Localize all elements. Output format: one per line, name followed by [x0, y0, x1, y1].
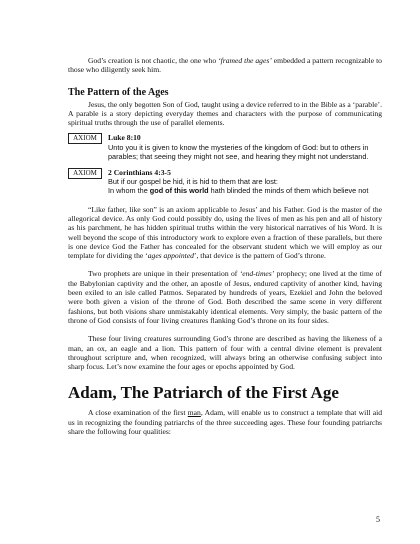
- paragraph-text-end: , Adam, will enable us to construct a template that will aid us in recognizing the founding patriarchs of the three succeeding ages. These four founding patriarchs share the following four qualities:: [68, 408, 382, 437]
- intro-emphasis: ‘framed the ages’: [218, 56, 272, 65]
- section-heading-adam: Adam, The Patriarch of the First Age: [68, 383, 339, 403]
- prophets-paragraph: [68, 269, 382, 325]
- intro-text-end: embedded a pattern recognizable to those who diligently seek him.: [68, 56, 382, 75]
- scripture-reference: 2 Corinthians 4:3-5: [108, 167, 171, 177]
- scripture-quote-line2: [108, 186, 382, 195]
- parable-paragraph: Jesus, the only begotten Son of God, taught using a device referred to in the Bible as a ‘parable’. A parable is a story depicting everyday themes and characters with the purpose of communicating spiritual truths through the use of parallel elements.: [68, 99, 382, 128]
- intro-paragraph: [68, 56, 382, 75]
- scripture-quote: Unto you it is given to know the mysteries of the kingdom of God: but to others in parables; that seeing they might not see, and hearing they might not understand.: [108, 142, 369, 162]
- quote-text: In whom the: [108, 186, 150, 196]
- paragraph-emphasis: ‘end-times’: [239, 269, 275, 279]
- paragraph-text-end: ’, that device is the pattern of God’s throne.: [193, 251, 326, 261]
- paragraph-text-end: prophecy; one lived at the time of the Babylonian captivity and the other, an apostle of Jesus, endured captivity of another kind, having been exiled to an isle called Patmos. Separated by hundreds of years, Ezekiel and John the beloved were both given a vision of the throne of God. Both described the same scene in very different fashions, but both visions share unmistakably identical elements. Very simply, the basic pattern of the throne of God consists of four living creatures flanking God’s throne on its four sides.: [68, 269, 382, 325]
- adam-paragraph: [68, 408, 382, 436]
- axiom-block-luke: [68, 133, 382, 161]
- axiom-block-corinthians: [68, 168, 382, 196]
- paragraph-text: A close examination of the first: [88, 408, 188, 418]
- father-son-paragraph: [68, 205, 382, 261]
- scripture-reference: Luke 8:10: [108, 133, 141, 143]
- axiom-body: [108, 133, 382, 161]
- axiom-label: AXIOM: [68, 168, 102, 179]
- section-heading-pattern: The Pattern of the Ages: [68, 86, 169, 98]
- living-creatures-paragraph: These four living creatures surrounding God’s throne are described as having the likeness of a man, an ox, an eagle and a lion. This pattern of four with a central divine element is prevalent throughout scripture and, when recognized, will always bring an otherwise confusing subject into sharp focus. Let’s now examine the four ages or epochs appointed by God.: [68, 334, 382, 372]
- paragraph-text: “Like father, like son” is an axiom applicable to Jesus’ and his Father. God is the master of the allegorical device. As only God could possibly do, using the lives of men as his pen and all of history as his parchment, he has hidden spiritual truths within the very historical narratives of his Word. It is well beyond the scope of this introductory work to explore even a fraction of these parallels, but there is one device God the Father has concealed for the observant student which we will employ as our template for dividing the ‘: [68, 204, 382, 261]
- quote-bold: god of this world: [149, 186, 209, 196]
- page-number: 5: [376, 515, 380, 524]
- scripture-quote-line1: But if our gospel be hid, it is hid to them that are lost:: [108, 176, 278, 186]
- quote-text-end: hath blinded the minds of them which believe not: [208, 186, 369, 196]
- axiom-label: AXIOM: [68, 133, 102, 144]
- paragraph-underline: man: [187, 408, 201, 418]
- paragraph-emphasis: ages appointed: [147, 251, 194, 261]
- paragraph-text: Two prophets are unique in their presentation of: [88, 269, 240, 279]
- axiom-body: [108, 168, 382, 196]
- intro-text: God’s creation is not chaotic, the one who: [88, 56, 219, 65]
